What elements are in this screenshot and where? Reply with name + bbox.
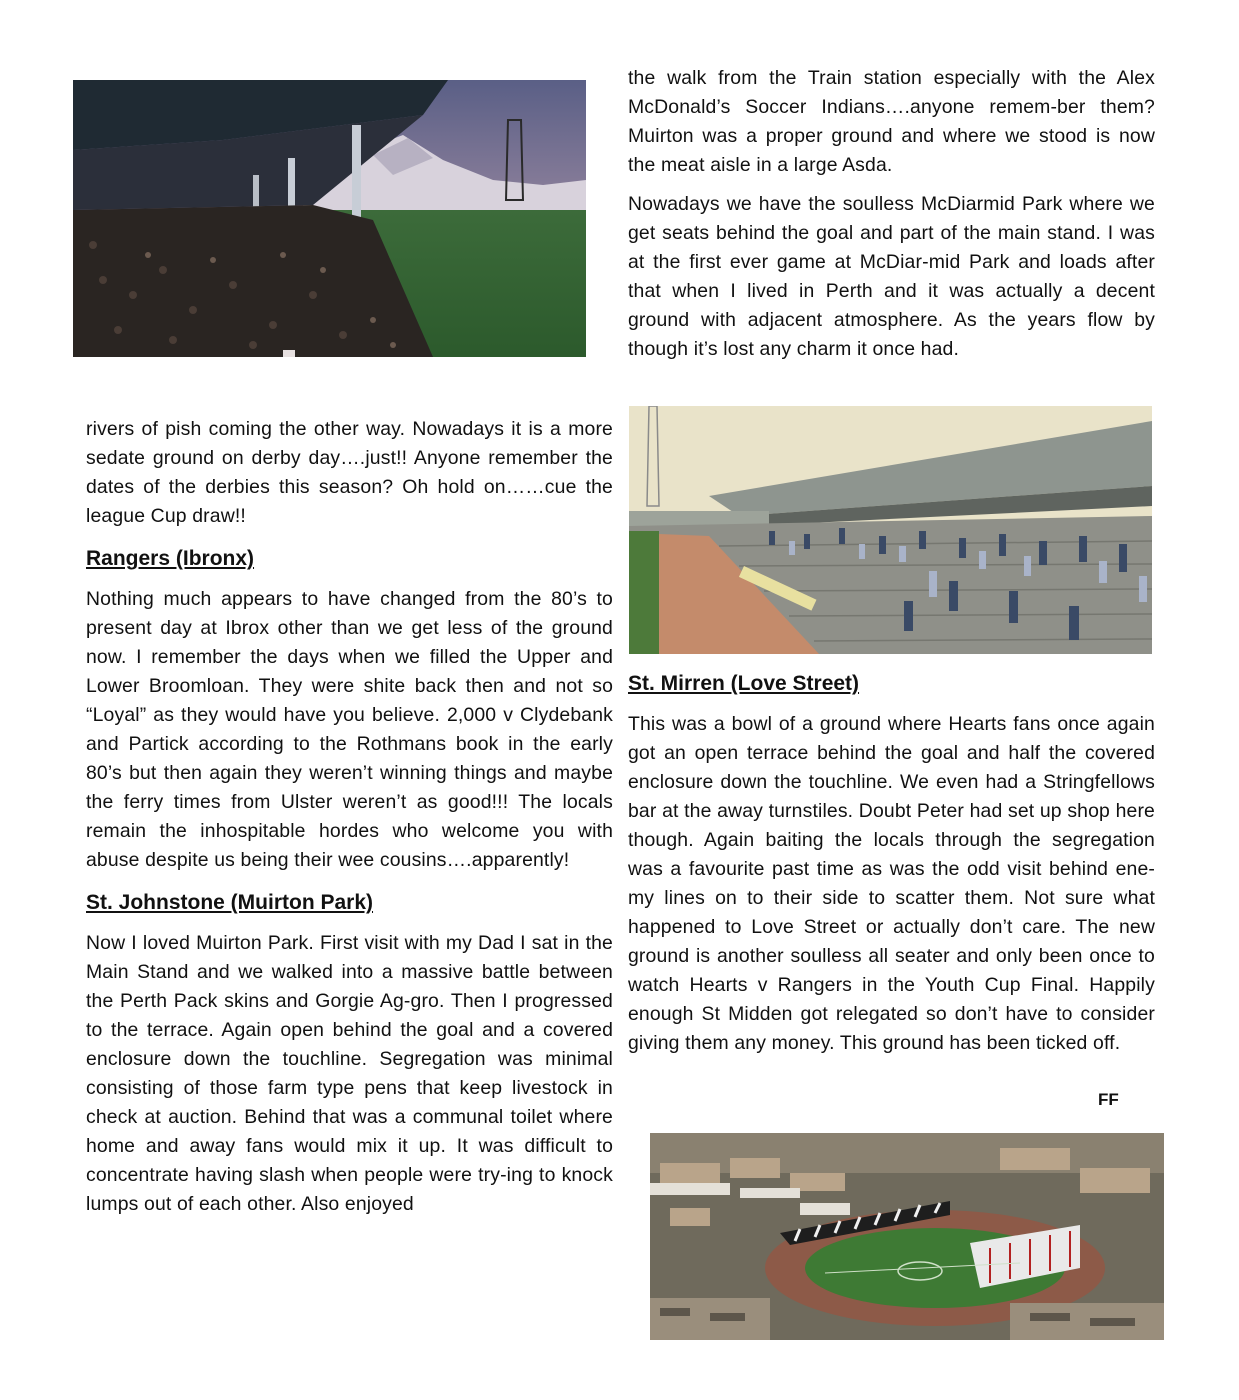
st-johnstone-paragraph: Now I loved Muirton Park. First visit with my Dad I sat in the Main Stand and we walked into a massive battle between the Perth Pack skins and Gorgie Ag-gro. Then I progressed to the terrace. Again open behind the goal and a covered enclosure down the touchline. Segregation was minimal consisting of those farm type pens that keep livestock in check at auction. Behind that was a communal toilet where home and away fans would mix it up. It was difficult to concentrate having slash when people were try-ing to knock lumps out of each other. Also enjoyed [86,932,613,1215]
love-street-terrace-photo [629,406,1152,654]
st-mirren-heading: St. Mirren (Love Street) [628,672,860,695]
love-street-aerial-photo [650,1133,1164,1340]
rangers-paragraph: Nothing much appears to have changed from the 80’s to present day at Ibrox other than we get less of the ground now. I remember the days when we filled the Upper and Lower Broomloan. They were shite back then and not so “Loyal” as they would have you believe. 2,000 v Clydebank and Partick according to the Rothmans book in the early 80’s but then again they weren’t winning things and maybe the ferry times from Ulster weren’t as good!!! The locals remain the inhospitable hordes who welcome you with abuse despite us being their wee cousins….apparently! [86,588,613,871]
st-mirren-paragraph: This was a bowl of a ground where Hearts fans once again got an open terrace behind the goal and half the covered enclosure down the touchline. We even had a Stringfellows bar at the away turnstiles. Doubt Peter had set up shop here though. Again baiting the locals through the segregation was a favourite past time as was the odd visit behind ene-my lines on to their side to scatter them. Not sure what happened to Love Street or actually don’t care. The new ground is another soulless all seater and only been once to watch Hearts v Rangers in the Youth Cup Final. Happily enough St Midden got relegated so don’t have to consider giving them any money. This ground has been ticked off. [628,713,1155,1054]
intro-paragraph: rivers of pish coming the other way. Nowadays it is a more sedate ground on derby day….just!! Anyone remember the dates of the derbies this season? Oh hold on……cue the league Cup draw!! [86,418,613,527]
author-signature: FF [1098,1090,1119,1109]
muirton-continuation-paragraph: the walk from the Train station especially with the Alex McDonald’s Soccer Indians….anyone remem-ber them? Muirton was a proper ground and where we stood is now the meat aisle in a large Asda. [628,67,1155,176]
mcdiarmid-paragraph: Nowadays we have the soulless McDiarmid Park where we get seats behind the goal and part of the main stand. I was at the first ever game at McDiar-mid Park and loads after that when I lived in Perth and it was actually a decent ground with adjacent atmosphere. As the years flow by though it’s lost any charm it once had. [628,193,1155,360]
st-johnstone-heading: St. Johnstone (Muirton Park) [86,891,374,914]
rangers-heading: Rangers (Ibronx) [86,547,255,570]
muirton-park-photo [73,80,586,357]
